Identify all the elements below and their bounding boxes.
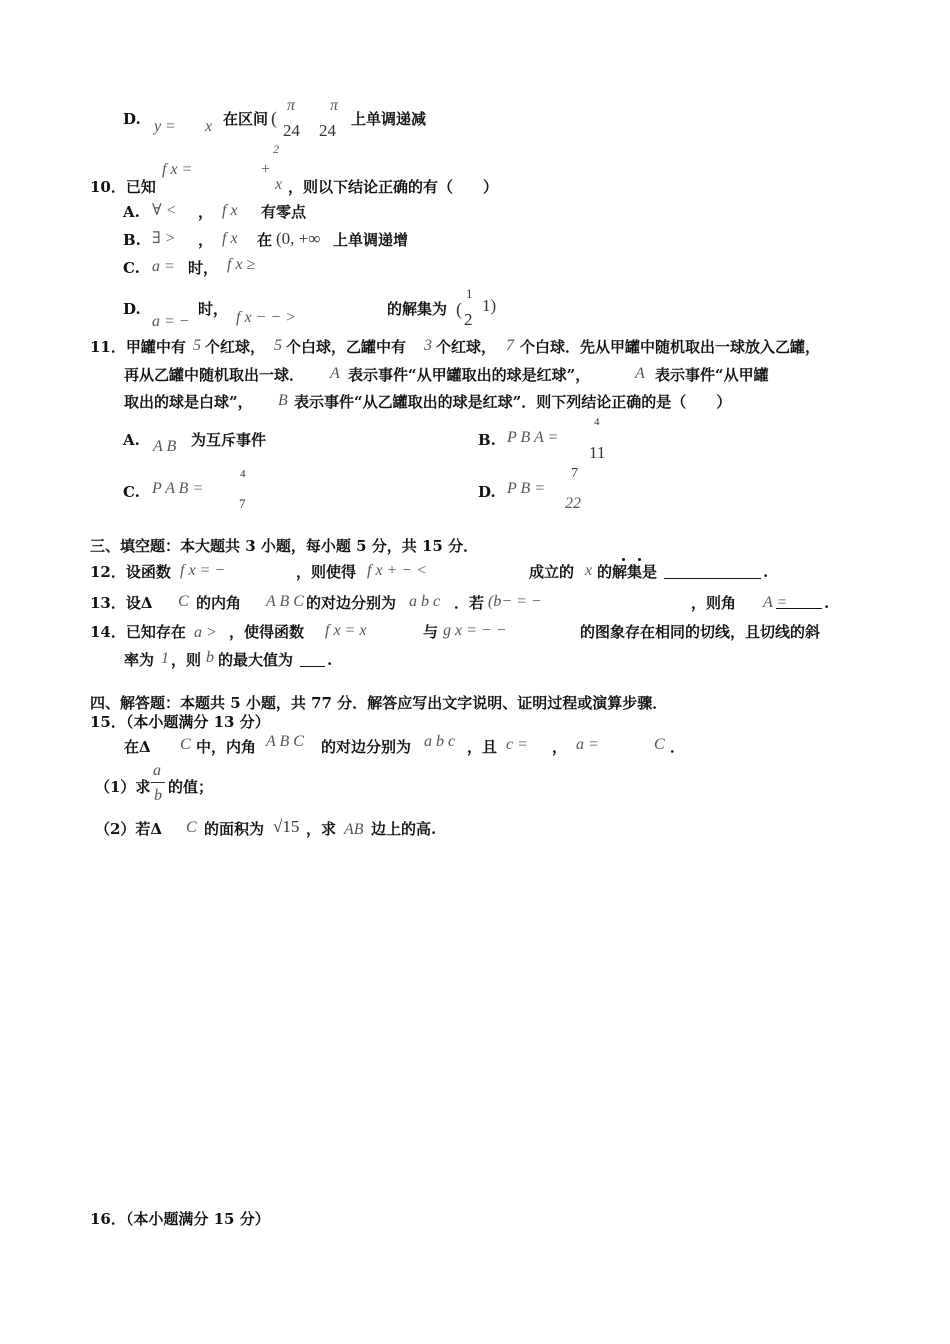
q11-option-c-den: 7	[239, 496, 246, 511]
q11-event-b: B	[278, 392, 288, 409]
q15-part1-b: 的值；	[168, 778, 214, 796]
q12-text-c: 成立的	[529, 563, 575, 581]
q13-abc: A B C	[266, 593, 304, 610]
q12-end: .	[763, 563, 769, 581]
q12-text-a: 12．设函数	[90, 563, 171, 581]
q14-text-a: 14．已知存在	[90, 623, 186, 641]
q13-text-a: 13．设Δ	[90, 594, 153, 612]
q10-stem-number: 10．已知	[90, 178, 156, 196]
q11-option-c-num: 4	[240, 468, 246, 480]
q11-line3-a: 取出的球是白球”，	[124, 393, 253, 411]
q15-comma: ，	[552, 738, 568, 756]
q11-line1-a: 11．甲罐中有	[90, 338, 186, 356]
q11-option-b-num: 4	[594, 416, 600, 428]
q10-option-d-text2: 的解集为	[387, 300, 448, 318]
q11-line3-b: 表示事件“从乙罐取出的球是红球”．则下列结论正确的是（ ）	[294, 393, 732, 411]
q15-abc2: a b c	[424, 733, 456, 750]
q10-option-c-expr: a =	[152, 258, 175, 275]
q13-angle: A =	[763, 594, 788, 611]
q15-part1-den: b	[154, 787, 162, 804]
q10-option-d-paren: (	[456, 299, 462, 319]
q10-exponent: 2	[273, 142, 279, 156]
q11-n7: 7	[506, 337, 514, 354]
q11-line1-b: 个红球，	[205, 338, 266, 356]
q11-n5a: 5	[193, 337, 201, 354]
q10-stem-fx: f x =	[162, 161, 193, 178]
q10-stem-plus: +	[260, 161, 271, 178]
q15-part2-d: 边上的高.	[371, 820, 437, 838]
q10-option-b-label: B.	[123, 231, 141, 249]
fraction-bar	[151, 782, 165, 783]
q15-text-d: ，且	[467, 738, 498, 756]
q13-answer-blank[interactable]	[776, 608, 822, 609]
q15-part2-ab: AB	[344, 821, 364, 838]
q12-answer-blank[interactable]	[664, 578, 761, 579]
q14-bvar: b	[206, 649, 214, 666]
q15-part2-sqrt: √15	[273, 817, 300, 836]
q10-option-d-expr: a = −	[152, 313, 190, 330]
q15-abc: A B C	[266, 733, 304, 750]
q13-c-letter: C	[178, 593, 189, 610]
q14-gx: g x = − −	[443, 622, 507, 639]
q15-aexpr: a =	[576, 736, 599, 753]
q13-end: .	[824, 594, 830, 612]
q10-option-b-expr: ∃ >	[152, 230, 176, 247]
q10-option-c-label: C.	[123, 259, 140, 277]
q10-option-b-text1: 在	[257, 231, 273, 249]
q11-line2-c: 表示事件“从甲罐	[655, 366, 769, 384]
q9-option-d-text1: 在区间	[223, 110, 269, 128]
q15-part1-a: （1）求	[95, 778, 151, 796]
q11-option-d-num: 7	[571, 466, 578, 481]
q11-option-b-label: B.	[478, 431, 496, 449]
q10-option-b-interval: (0, +∞	[276, 229, 321, 248]
q14-text-d: 的图象存在相同的切线，且切线的斜	[580, 623, 821, 641]
q15-text-c: 的对边分别为	[321, 738, 412, 756]
q10-option-d-den: 2	[464, 310, 473, 329]
q11-option-a-label: A.	[123, 431, 140, 449]
q15-part2-c: C	[186, 819, 197, 836]
q10-option-d-fx: f x − − >	[236, 309, 296, 326]
q13-text-b: 的内角	[196, 594, 242, 612]
q9-option-d-label: D.	[123, 110, 141, 128]
q9-option-d-pi2: π	[330, 97, 339, 114]
q9-option-d-den1: 24	[283, 121, 300, 140]
q9-option-d-expr: y =	[154, 118, 176, 135]
q16-header: 16．（本小题满分 15 分）	[90, 1210, 270, 1228]
q11-option-b-expr: P B A =	[507, 429, 559, 446]
q14-text-c: 与	[423, 623, 439, 641]
q12-fx: f x = −	[180, 562, 226, 579]
q14-text-b: ，使得函数	[229, 623, 305, 641]
q11-line2-a: 再从乙罐中随机取出一球．	[124, 366, 305, 384]
q10-option-b-text2: 上单调递增	[333, 231, 409, 249]
emphasis-dot	[622, 558, 625, 561]
q14-fx: f x = x	[325, 622, 367, 639]
q14-end: .	[327, 651, 333, 669]
q15-part1-num: a	[153, 762, 161, 779]
section4-title: 四、解答题：本题共 5 小题，共 77 分．解答应写出文字说明、证明过程或演算步骤．	[90, 694, 668, 712]
q11-n5b: 5	[274, 337, 282, 354]
q11-n3: 3	[424, 337, 432, 354]
q14-answer-blank[interactable]	[300, 666, 325, 667]
q11-option-a-text: 为互斥事件	[191, 431, 267, 449]
q15-end: ．	[670, 738, 686, 756]
q13-abc2: a b c	[409, 593, 441, 610]
q10-option-a-comma: ，	[198, 203, 214, 221]
q9-option-d-var: x	[205, 118, 213, 135]
q10-option-d-num: 1	[466, 286, 473, 301]
q10-option-c-fx: f x ≥	[227, 256, 256, 273]
q9-option-d-den2: 24	[319, 121, 336, 140]
q11-line1-d: 个红球，	[436, 338, 497, 356]
q15-text-a: 在Δ	[124, 738, 151, 756]
q13-text-c: 的对边分别为	[306, 594, 397, 612]
q10-option-d-label: D.	[123, 300, 141, 318]
q11-option-d-label: D.	[478, 483, 496, 501]
q15-part2-c2: ，求	[306, 820, 337, 838]
q11-line1-e: 个白球．先从甲罐中随机取出一球放入乙罐，	[520, 338, 821, 356]
q11-option-b-den: 11	[589, 443, 606, 462]
q11-option-a-expr: A B	[153, 438, 177, 455]
q10-option-b-comma: ，	[198, 231, 214, 249]
q13-text-d: ．若	[454, 594, 485, 612]
q14-line2-b: ，则	[171, 651, 202, 669]
q11-option-c-expr: P A B =	[152, 480, 204, 497]
q9-option-d-pi1: π	[287, 97, 296, 114]
q15-part2-a: （2）若Δ	[95, 820, 163, 838]
q14-cond: a >	[194, 624, 217, 641]
q15-c-letter: C	[180, 736, 191, 753]
q15-text-b: 中，内角	[196, 738, 257, 756]
q9-option-d-text2: 上单调递减	[351, 110, 427, 128]
q15-cvar: C	[654, 736, 665, 753]
q10-option-b-fx: f x	[222, 230, 238, 247]
q10-option-a-label: A.	[123, 203, 140, 221]
q11-line1-c: 个白球，乙罐中有	[286, 338, 407, 356]
q10-option-a-fx: f x	[222, 202, 238, 219]
q10-option-c-text: 时，	[188, 259, 219, 277]
q11-option-d-den: 22	[565, 495, 581, 512]
q12-text-d: 的解集是	[597, 563, 658, 581]
section3-title: 三、填空题：本大题共 3 小题，每小题 5 分，共 15 分．	[90, 537, 479, 555]
q11-event-a1: A	[330, 365, 340, 382]
q13-text-e: ，则角	[691, 594, 737, 612]
q10-option-a-expr: ∀ <	[152, 202, 177, 219]
q15-part2-b: 的面积为	[204, 820, 265, 838]
q15-header: 15．（本小题满分 13 分）	[90, 713, 270, 731]
q13-expr: (b− = −	[488, 593, 542, 610]
q11-option-c-label: C.	[123, 483, 140, 501]
q10-option-d-end: 1)	[482, 296, 497, 315]
q10-option-a-text: 有零点	[261, 203, 307, 221]
q12-expr: f x + − <	[367, 562, 427, 579]
q14-line2-c: 的最大值为	[218, 651, 294, 669]
q11-line2-b: 表示事件“从甲罐取出的球是红球”，	[348, 366, 591, 384]
q10-stem-x: x	[275, 176, 283, 193]
q14-one: 1	[161, 650, 169, 667]
emphasis-dot	[638, 558, 641, 561]
q12-text-b: ，则使得	[296, 563, 357, 581]
q10-stem-text: ，则以下结论正确的有（ ）	[288, 178, 499, 196]
q11-event-a2: A	[635, 365, 645, 382]
q10-option-d-text1: 时，	[198, 300, 229, 318]
q12-x: x	[585, 562, 593, 579]
q9-option-d-paren: (	[271, 108, 277, 128]
q15-cexpr: c =	[506, 736, 528, 753]
q11-option-d-expr: P B =	[507, 480, 546, 497]
q14-line2-a: 率为	[124, 651, 155, 669]
